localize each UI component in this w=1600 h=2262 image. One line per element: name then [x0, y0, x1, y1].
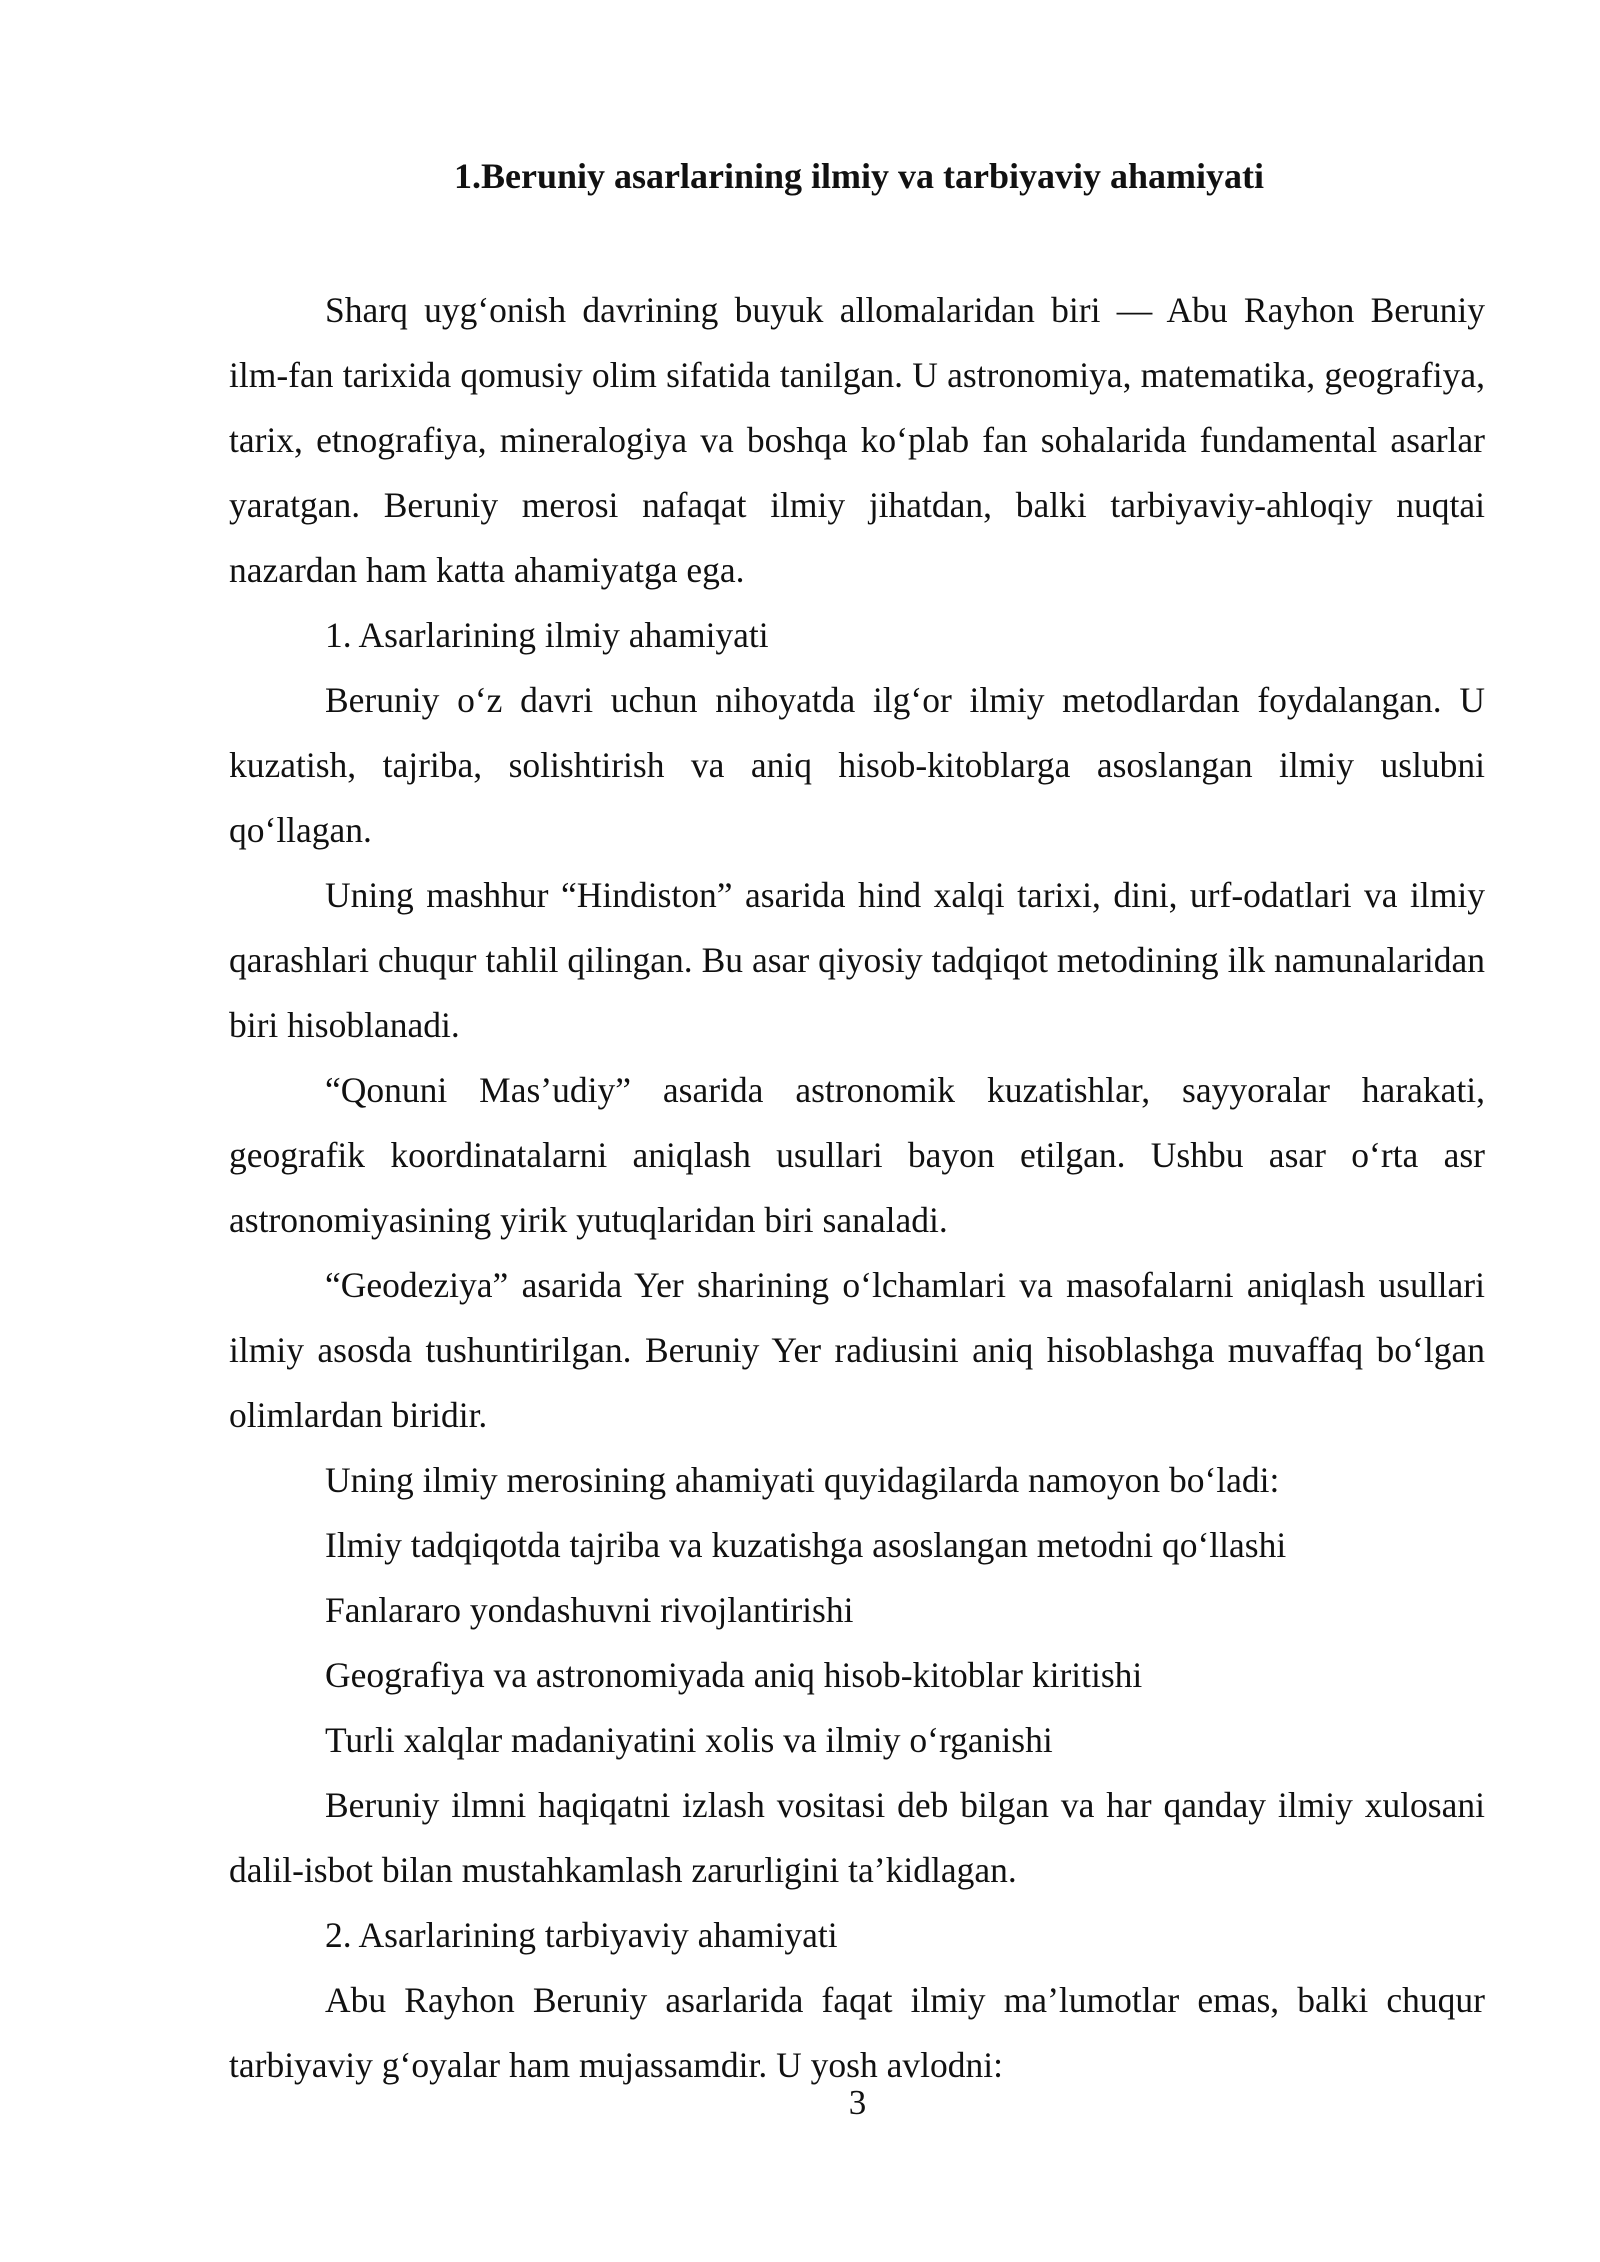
section-1-heading: 1. Asarlarining ilmiy ahamiyati [325, 615, 769, 655]
intro-paragraph: Sharq uyg‘onish davrining buyuk allomalaridan biri — Abu Rayhon Beruniy ilm-fan tarixida qomusiy olim sifatida tanilgan. U astronomiya, matematika, geografiya, tarix, etnografiya, mineralogiya va boshqa ko‘plab fan sohalarida fundamental asarlar yaratgan. Beruniy merosi nafaqat ilmiy jihatdan, balki tarbiyaviy-ahloqiy nuqtai nazardan ham katta ahamiyatga ega. [229, 290, 1485, 590]
list-item: Fanlararo yondashuvni rivojlantirishi [325, 1590, 854, 1630]
ideas-paragraph: Abu Rayhon Beruniy asarlarida faqat ilmiy ma’lumotlar emas, balki chuqur tarbiyaviy g‘oyalar ham mujassamdir. U yosh avlodni: [229, 1980, 1485, 2085]
page-title: 1.Beruniy asarlarining ilmiy va tarbiyaviy ahamiyati [453, 156, 1265, 196]
list-item: Turli xalqlar madaniyatini xolis va ilmiy o‘rganishi [325, 1720, 1053, 1760]
document-body [229, 278, 1485, 2098]
geodeziya-paragraph: “Geodeziya” asarida Yer sharining o‘lchamlari va masofalarni aniqlash usullari ilmiy asosda tushuntirilgan. Beruniy Yer radiusini aniq hisoblashga muvaffaq bo‘lgan olimlardan biridir. [229, 1265, 1485, 1435]
list-item: Ilmiy tadqiqotda tajriba va kuzatishga asoslangan metodni qo‘llashi [325, 1525, 1287, 1565]
truth-paragraph: Beruniy ilmni haqiqatni izlash vositasi deb bilgan va har qanday ilmiy xulosani dalil-isbot bilan mustahkamlash zarurligini ta’kidlagan. [229, 1785, 1485, 1890]
page-number: 3 [848, 2083, 867, 2122]
hindiston-paragraph: Uning mashhur “Hindiston” asarida hind xalqi tarixi, dini, urf-odatlari va ilmiy qarashlari chuqur tahlil qilingan. Bu asar qiyosiy tadqiqot metodining ilk namunalaridan biri hisoblanadi. [229, 875, 1485, 1045]
qonuni-masudiy-paragraph: “Qonuni Mas’udiy” asarida astronomik kuzatishlar, sayyoralar harakati, geografik koordinatalarni aniqlash usullari bayon etilgan. Ushbu asar o‘rta asr astronomiyasining yirik yutuqlaridan biri sanaladi. [229, 1070, 1485, 1240]
methods-paragraph: Beruniy o‘z davri uchun nihoyatda ilg‘or ilmiy metodlardan foydalangan. U kuzatish, tajriba, solishtirish va aniq hisob-kitoblarga asoslangan ilmiy uslubni qo‘llagan. [229, 680, 1485, 850]
section-2-heading: 2. Asarlarining tarbiyaviy ahamiyati [325, 1915, 838, 1955]
list-item: Geografiya va astronomiyada aniq hisob-kitoblar kiritishi [325, 1655, 1143, 1695]
list-intro: Uning ilmiy merosining ahamiyati quyidagilarda namoyon bo‘ladi: [325, 1460, 1280, 1500]
